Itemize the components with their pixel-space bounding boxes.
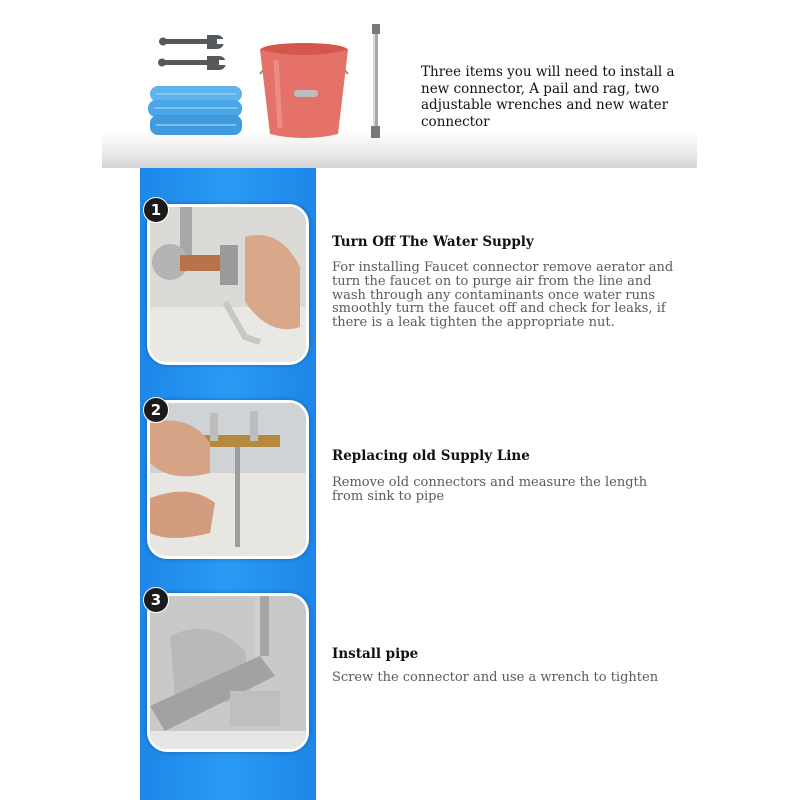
pail-icon (254, 38, 354, 140)
step-3-title: Install pipe (332, 646, 419, 662)
step-2-photo (147, 400, 309, 559)
step-3-photo (147, 593, 309, 752)
step-2-title: Replacing old Supply Line (332, 448, 530, 464)
water-connector-icon (364, 24, 386, 140)
step-1-number-badge: 1 (143, 197, 169, 223)
step-3-number-badge: 3 (143, 587, 169, 613)
wrench-icon (157, 30, 232, 75)
step-2-number-badge: 2 (143, 397, 169, 423)
towel-icon (146, 82, 246, 140)
step-1-photo (147, 204, 309, 365)
step-1-title: Turn Off The Water Supply (332, 234, 534, 250)
step-3-description: Screw the connector and use a wrench to tighten (332, 670, 659, 685)
header-description: Three items you will need to install a new connector, A pail and rag, two adjustable wrenches and new water connector (421, 64, 675, 130)
step-1-description: For installing Faucet connector remove aerator and turn the faucet on to purge air from the line and wash through any contaminants once water runs smoothly turn the faucet off and check for leaks, if there is a leak tighten the appropriate nut. (332, 260, 674, 331)
step-2-description: Remove old connectors and measure the length from sink to pipe (332, 475, 648, 504)
